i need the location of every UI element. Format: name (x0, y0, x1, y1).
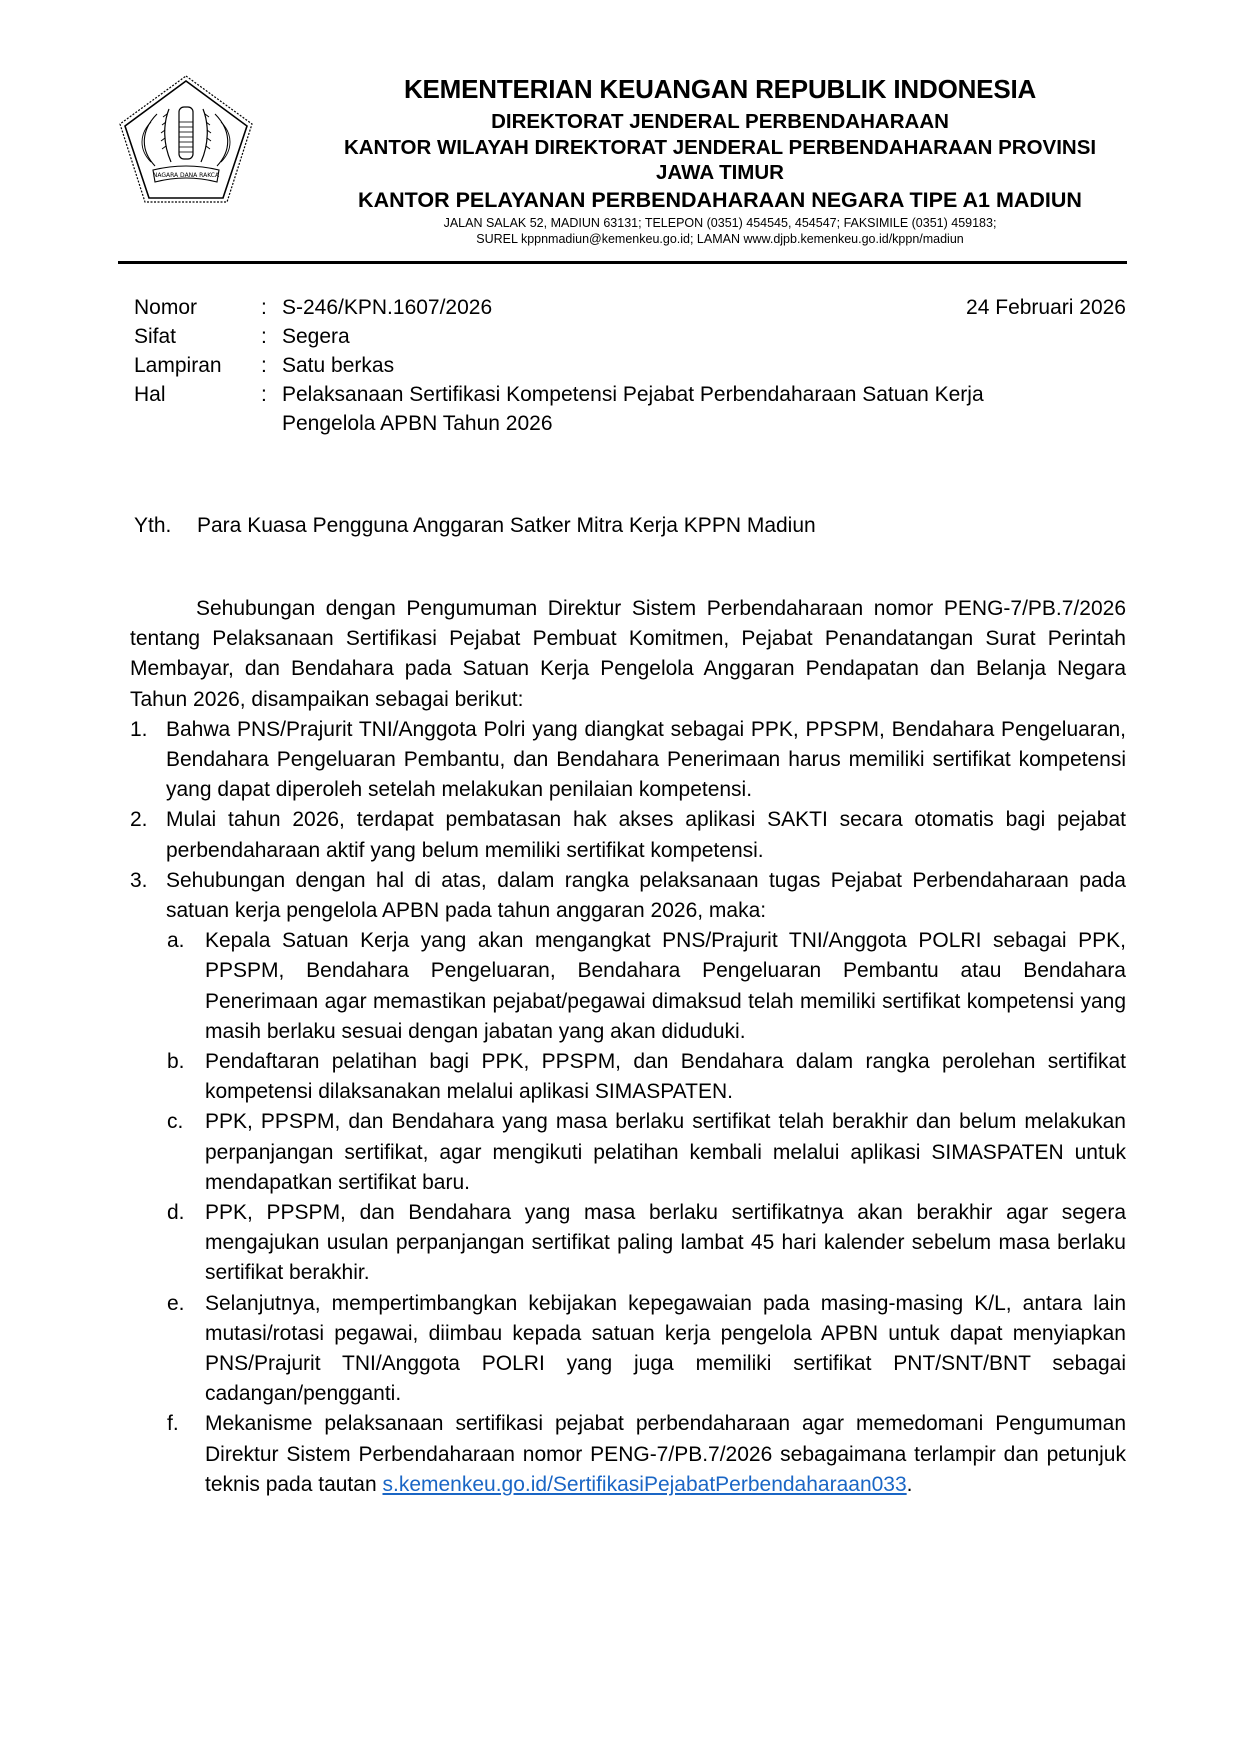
letter-nature: Segera (282, 325, 350, 348)
sub-list-text: PPK, PPSPM, dan Bendahara yang masa berlaku sertifikatnya akan berakhir agar segera mengajukan usulan perpanjangan sertifikat paling lambat 45 hari kalender sebelum masa berlaku sertifikat berakhir. (205, 1201, 1126, 1285)
sub-list-item (166, 926, 1126, 1047)
list-item (130, 805, 1126, 865)
sub-list-item (166, 1107, 1126, 1198)
sub-list-text: Pendaftaran pelatihan bagi PPK, PPSPM, dan Bendahara dalam rangka perolehan sertifikat kompetensi dilaksanakan melalui aplikasi SIMASPATEN. (205, 1050, 1126, 1104)
list-text: Mulai tahun 2026, terdapat pembatasan hak akses aplikasi SAKTI secara otomatis bagi pejabat perbendaharaan aktif yang belum memiliki sertifikat kompetensi. (166, 808, 1126, 862)
sub-list-letter: e. (167, 1291, 185, 1315)
meta-row-hal (134, 380, 1134, 409)
meta-row-nomor (134, 293, 1134, 322)
intro-paragraph: Sehubungan dengan Pengumuman Direktur Sistem Perbendaharaan nomor PENG-7/PB.7/2026 tentang Pelaksanaan Sertifikasi Pejabat Pembuat Komitmen, Pejabat Penandatangan Surat Perintah Membayar, dan Bendahara pada Satuan Kerja Pengelola Anggaran Pendapatan dan Belanja Negara Tahun 2026, disampaikan sebagai berikut: (130, 597, 1126, 711)
addressee-label: Yth. (134, 514, 172, 537)
letter-metadata (134, 293, 1134, 438)
regional-office-name: KANTOR WILAYAH DIREKTORAT JENDERAL PERBENDAHARAAN PROVINSI (343, 136, 1097, 159)
letterhead-divider (118, 261, 1127, 264)
letter-date: 24 Februari 2026 (966, 296, 1126, 319)
meta-row-hal-cont (134, 409, 1134, 438)
letter-subject: Pelaksanaan Sertifikasi Kompetensi Pejabat Perbendaharaan Satuan Kerja (282, 383, 984, 406)
guideline-link[interactable]: s.kemenkeu.go.id/SertifikasiPejabatPerbendaharaan033 (382, 1472, 907, 1496)
meta-label: Lampiran (134, 354, 222, 377)
directorate-general-name: DIREKTORAT JENDERAL PERBENDAHARAAN (491, 110, 949, 133)
meta-label: Sifat (134, 325, 177, 348)
sub-list-item (166, 1409, 1126, 1500)
office-contact: SUREL kppnmadiun@kemenkeu.go.id; LAMAN www.djpb.kemenkeu.go.id/kppn/madiun (476, 232, 964, 246)
letter-number: S-246/KPN.1607/2026 (282, 296, 493, 319)
province-name: JAWA TIMUR (656, 161, 784, 184)
link-trailing-period: . (906, 1472, 913, 1496)
meta-colon: : (261, 354, 267, 377)
list-item (130, 866, 1126, 1500)
letter-body (130, 594, 1126, 1500)
sub-list-letter: f. (167, 1412, 179, 1436)
kemenkeu-emblem-icon (117, 74, 255, 206)
list-number: 2. (130, 808, 148, 832)
sub-list-item (166, 1047, 1126, 1107)
sub-list-text: Selanjutnya, mempertimbangkan kebijakan kepegawaian pada masing-masing K/L, antara lain mutasi/rotasi pegawai, diimbau kepada satuan kerja pengelola APBN untuk dapat menyiapkan PNS/Prajurit TNI/Anggota POLRI yang juga memiliki sertifikat PNT/SNT/BNT sebagai cadangan/pengganti. (205, 1291, 1126, 1406)
meta-row-sifat (134, 322, 1134, 351)
list-item (130, 715, 1126, 806)
sub-list-letter: d. (167, 1201, 185, 1225)
list-number: 1. (130, 717, 148, 741)
meta-row-lampiran (134, 351, 1134, 380)
sub-list-item (166, 1198, 1126, 1289)
addressee-value: Para Kuasa Pengguna Anggaran Satker Mitra Kerja KPPN Madiun (197, 514, 816, 537)
sub-list-text: PPK, PPSPM, dan Bendahara yang masa berlaku sertifikat telah berakhir dan belum melakukan perpanjangan sertifikat, agar mengikuti pelatihan kembali melalui aplikasi SIMASPATEN untuk mendapatkan sertifikat baru. (205, 1110, 1126, 1194)
svg-text:NAGARA DANA RAKCA: NAGARA DANA RAKCA (152, 172, 220, 179)
meta-colon: : (261, 296, 267, 319)
sub-list-letter: c. (167, 1110, 184, 1134)
letter-subject-cont: Pengelola APBN Tahun 2026 (282, 412, 553, 435)
sub-list-text: Mekanisme pelaksanaan sertifikasi pejabat perbendaharaan agar memedomani Pengumuman Direktur Sistem Perbendaharaan nomor PENG-7/PB.7/2026 sebagaimana terlampir dan petunjuk teknis pada tautan (205, 1412, 1126, 1496)
meta-label: Hal (134, 383, 166, 406)
list-number: 3. (130, 868, 148, 892)
sub-list (166, 926, 1126, 1500)
meta-colon: : (261, 325, 267, 348)
meta-colon: : (261, 383, 267, 406)
sub-list-text: Kepala Satuan Kerja yang akan mengangkat PNS/Prajurit TNI/Anggota POLRI sebagai PPK, PPSPM, Bendahara Pengeluaran, Bendahara Pengeluaran Pembantu atau Bendahara Penerimaan agar memastikan pejabat/pegawai dimaksud telah memiliki sertifikat kompetensi yang masih berlaku sesuai dengan jabatan yang akan diduduki. (205, 929, 1126, 1043)
letter-attachment: Satu berkas (282, 354, 395, 377)
ministry-name: KEMENTERIAN KEUANGAN REPUBLIK INDONESIA (403, 74, 1037, 104)
meta-label: Nomor (134, 296, 198, 319)
list-text: Bahwa PNS/Prajurit TNI/Anggota Polri yang diangkat sebagai PPK, PPSPM, Bendahara Pengeluaran, Bendahara Pengeluaran Pembantu, dan Bendahara Penerimaan harus memiliki sertifikat kompetensi yang dapat diperoleh setelah melakukan penilaian kompetensi. (166, 717, 1126, 802)
sub-list-letter: b. (167, 1050, 185, 1074)
office-name: KANTOR PELAYANAN PERBENDAHARAAN NEGARA TIPE A1 MADIUN (358, 188, 1082, 212)
main-list (130, 715, 1126, 1500)
sub-list-letter: a. (167, 929, 185, 953)
list-text: Sehubungan dengan hal di atas, dalam rangka pelaksanaan tugas Pejabat Perbendaharaan pada satuan kerja pengelola APBN pada tahun anggaran 2026, maka: (166, 868, 1126, 923)
sub-list-item (166, 1289, 1126, 1410)
office-address: JALAN SALAK 52, MADIUN 63131; TELEPON (0351) 454545, 454547; FAKSIMILE (0351) 459183; (443, 216, 997, 230)
